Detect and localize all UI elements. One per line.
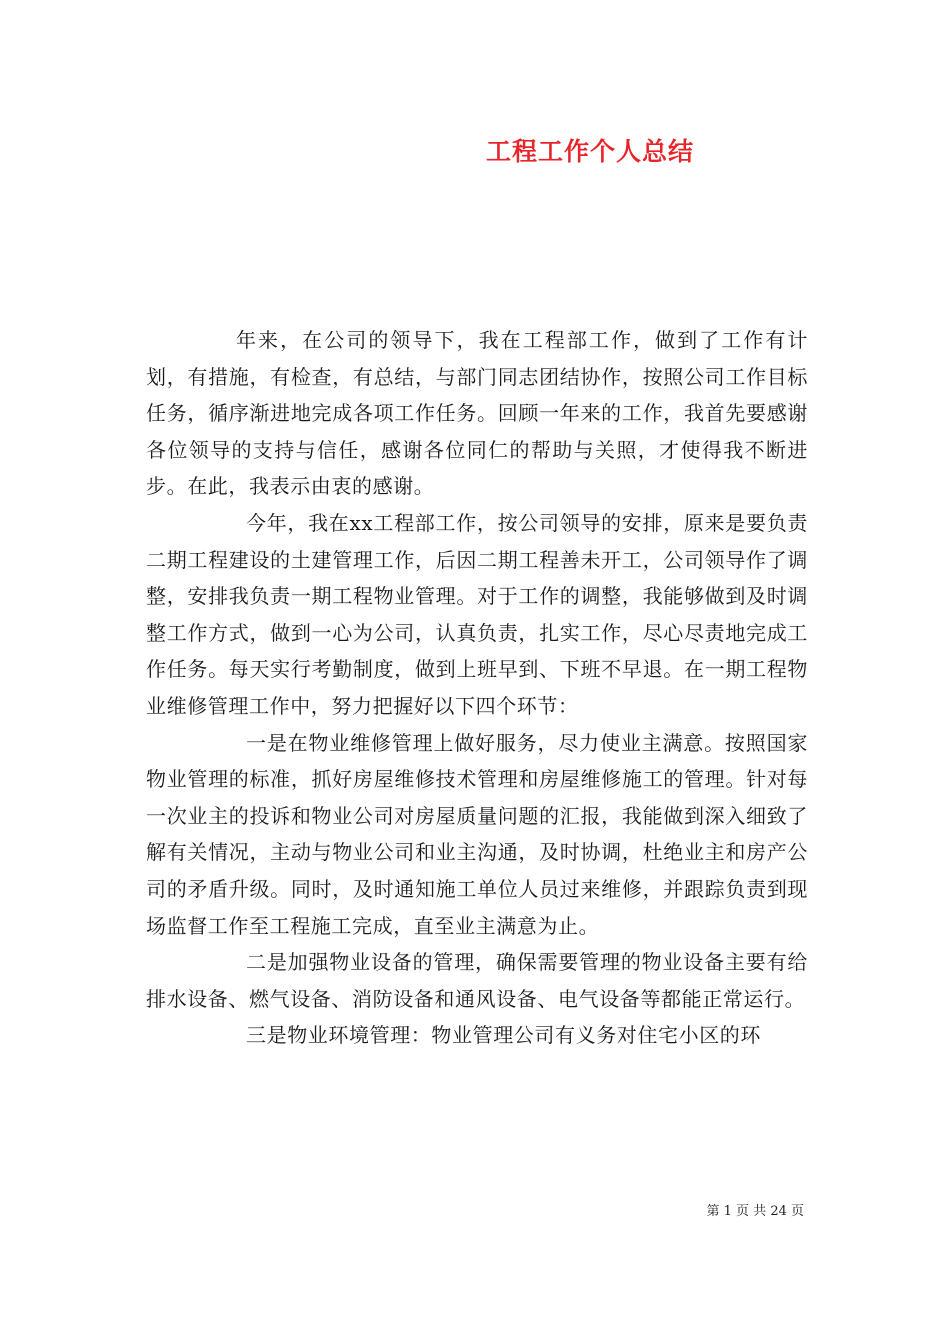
- paragraph-this-year: 今年，我在xx工程部工作，按公司领导的安排，原来是要负责二期工程建设的土建管理工作，后因二期工程善未开工，公司领导作了调整，安排我负责一期工程物业管理。对于工作的调整，我能够做到及时调整工作方式，做到一心为公司，认真负责，扎实工作，尽心尽责地完成工作任务。每天实行考勤制度，做到上班早到、下班不早退。在一期工程物业维修管理工作中，努力把握好以下四个环节：: [146, 510, 808, 718]
- paragraph-point-two: 二是加强物业设备的管理，确保需要管理的物业设备主要有给排水设备、燃气设备、消防设备和通风设备、电气设备等都能正常运行。: [146, 950, 808, 1011]
- document-body: [146, 322, 808, 1054]
- paragraph-point-one: 一是在物业维修管理上做好服务，尽力使业主满意。按照国家物业管理的标准，抓好房屋维修技术管理和房屋维修施工的管理。针对每一次业主的投诉和物业公司对房屋质量问题的汇报，我能做到深入细致了解有关情况，主动与物业公司和业主沟通，及时协调，杜绝业主和房产公司的矛盾升级。同时，及时通知施工单位人员过来维修，并跟踪负责到现场监督工作至工程施工完成，直至业主满意为止。: [146, 730, 808, 938]
- page-number: 第 1 页 共 24 页: [706, 1204, 804, 1219]
- document-title: 工程工作个人总结: [485, 137, 694, 166]
- paragraph-intro: 年来，在公司的领导下，我在工程部工作，做到了工作有计划，有措施，有检查，有总结，与部门同志团结协作，按照公司工作目标任务，循序渐进地完成各项工作任务。回顾一年来的工作，我首先要感谢各位领导的支持与信任，感谢各位同仁的帮助与关照，才使得我不断进步。在此，我表示由衷的感谢。: [146, 328, 808, 499]
- paragraph-point-three: 三是物业环境管理：物业管理公司有义务对住宅小区的环: [246, 1023, 761, 1048]
